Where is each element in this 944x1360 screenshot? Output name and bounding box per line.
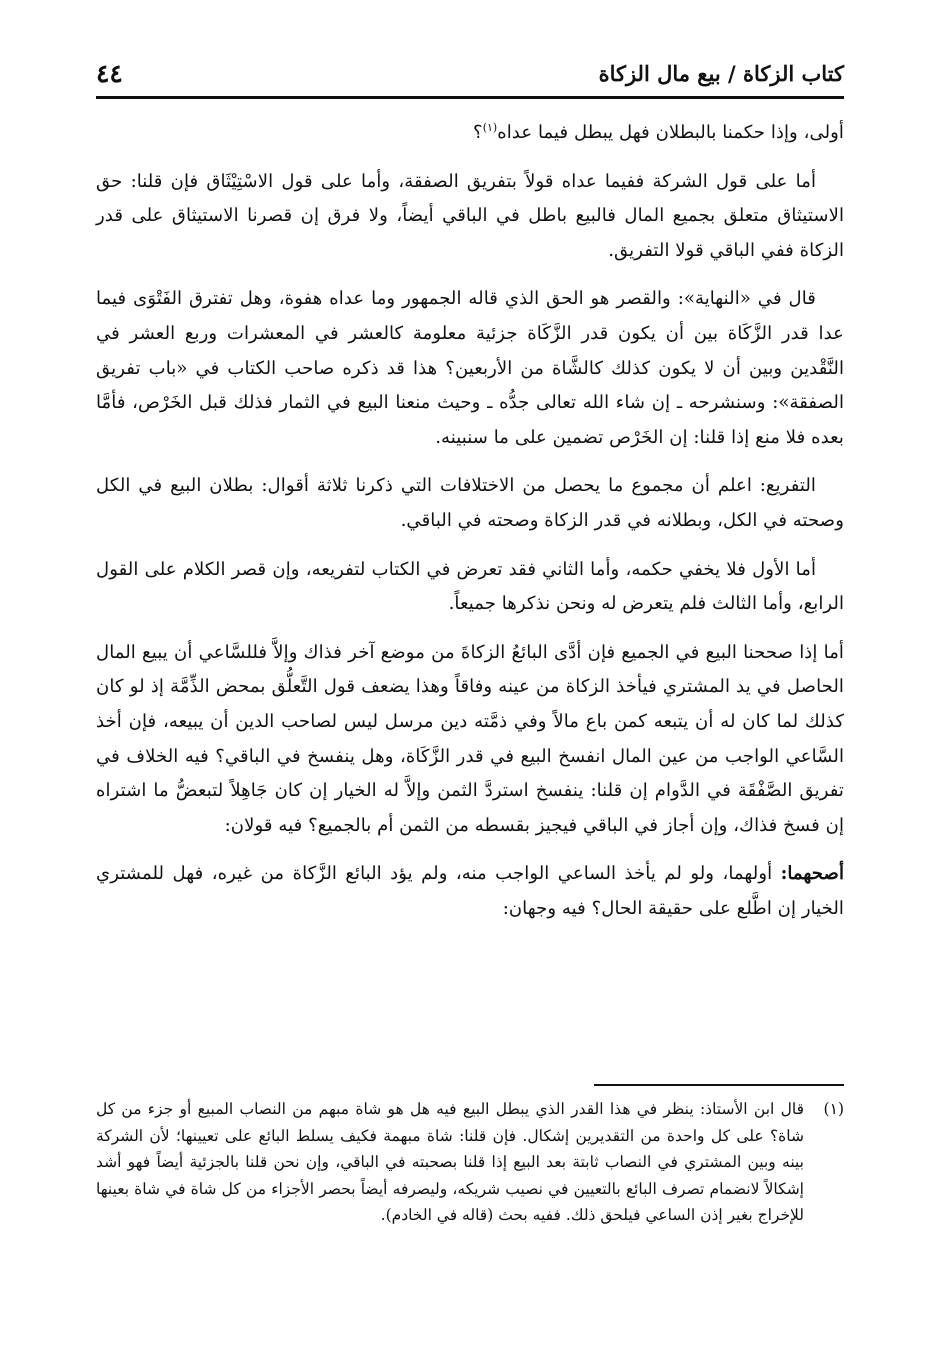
paragraph-text: أولهما، ولو لم يأخذ الساعي الواجب منه، ولم يؤد البائع الزَّكاة من غيره، فهل للمشتري الخيار إن اطَّلع على حقيقة الحال؟ فيه وجهان:	[96, 863, 844, 919]
paragraph-3	[96, 282, 844, 455]
footnote-divider	[594, 1084, 844, 1086]
paragraph-text: التفريع: اعلم أن مجموع ما يحصل من الاختلافات التي ذكرنا ثلاثة أقوال: بطلان البيع في الكل وصحته في الكل، وبطلانه في قدر الزكاة وصحته في الباقي.	[96, 475, 844, 531]
paragraph-tail: ؟	[473, 122, 483, 143]
footnote	[96, 1096, 844, 1229]
running-title: كتاب الزكاة / بيع مال الزكاة	[598, 61, 844, 86]
paragraph-text: أولى، وإذا حكمنا بالبطلان فهل يبطل فيما عداه	[497, 122, 844, 143]
paragraph-text: أما على قول الشركة ففيما عداه قولاً بتفريق الصفقة، وأما على قول الاسْتِيْثَاق فإن قلنا: حق الاستيثاق متعلق بجميع المال فالبيع باطل في الباقي أيضاً، ولا فرق إن قصرنا الاستيثاق على قدر الزكاة ففي الباقي قولا التفريق.	[96, 170, 844, 261]
page-number: ٤٤	[96, 59, 123, 88]
page-header	[96, 52, 844, 92]
paragraph-label: أصحهما:	[780, 863, 844, 885]
paragraph-7	[96, 857, 844, 926]
paragraph-6	[96, 636, 844, 844]
footnote-text: قال ابن الأستاذ: ينظر في هذا القدر الذي يبطل البيع فيه هل هو شاة مبهم من النصاب المبيع أو جزء من كل شاة؟ على كل واحدة من التقديرين إشكال. فإن قلنا: شاة مبهمة فكيف يسلط البائع على تعيينها؛ لأن الشركة بينه وبين المشتري في النصاب ثابتة بعد البيع إذا قلنا بصحبته في الباقي، وإن نحن قلنا بالجزئية أيضاً فهو أشد إشكالاً لانضمام تصرف البائع بالتعيين في نصيب شريكه، وليصرفه أيضاً بحصر الأجزاء من كل شاة في شاة بعينها للإخراج بغير إذن الساعي فيلحق ذلك. ففيه بحث (قاله في الخادم).	[96, 1100, 804, 1224]
body-text	[96, 116, 844, 940]
paragraph-text: قال في «النهاية»: والقصر هو الحق الذي قاله الجمهور وما عداه هفوة، وهل تفترق الفَتْوَى فيما عدا قدر الزَّكَاة بين أن يكون قدر الزَّكَاة جزئية معلومة كالعشر في المعشرات وربع العشر في النَّقْدين وبين أن لا يكون كذلك كالشَّاة من الأربعين؟ هذا قد ذكره صاحب الكتاب في «باب تفريق الصفقة»: وسنشرحه ـ إن شاء الله تعالى جدُّه ـ وحيث منعنا البيع في الثمار فذلك قبل الخَرْص، فأمَّا بعده فلا منع إذا قلنا: إن الخَرْص تضمين على ما سنبينه.	[96, 288, 844, 448]
header-rule	[96, 96, 844, 99]
paragraph-text: أما الأول فلا يخفي حكمه، وأما الثاني فقد تعرض في الكتاب لتفريعه، وإن قصر الكلام على القول الرابع، وأما الثالث فلم يتعرض له ونحن نذكرها جميعاً.	[96, 558, 844, 615]
paragraph-2	[96, 165, 844, 269]
paragraph-5	[96, 553, 844, 622]
paragraph-1	[96, 116, 844, 151]
paragraph-text: أما إذا صححنا البيع في الجميع فإن أدَّى البائعُ الزكاةَ من موضع آخر فذاك وإلاَّ فللسَّاعي أن يبيع المال الحاصل في يد المشتري فيأخذ الزكاة من عينه وفاقاً وهذا يضعف قول التَّعلُّق بمحض الذِّمَّة إذ لو كان كذلك لما كان له أن يتبعه كمن باع مالاً وفي ذمَّته دين مرسل ليس لصاحب الدين أن يبيعه، فإن أخذ السَّاعي الواجب من عين المال انفسخ البيع في قدر الزَّكَاة، وهل ينفسخ في الباقي؟ فيه الخلاف في تفريق الصَّفْقَة في الدَّوام إن قلنا: ينفسخ استردَّ الثمن وإلاَّ له الخيار إن كان جَاهِلاً لتبعضُّ ما اشتراه إن فسخ فذاك، وإن أجاز في الباقي فيجيز بقسطه من الثمن أم بالجميع؟ فيه قولان:	[96, 641, 844, 836]
footnote-mark: (١)	[823, 1100, 844, 1118]
footnote-reference: (١)	[482, 120, 498, 134]
paragraph-4	[96, 469, 844, 538]
